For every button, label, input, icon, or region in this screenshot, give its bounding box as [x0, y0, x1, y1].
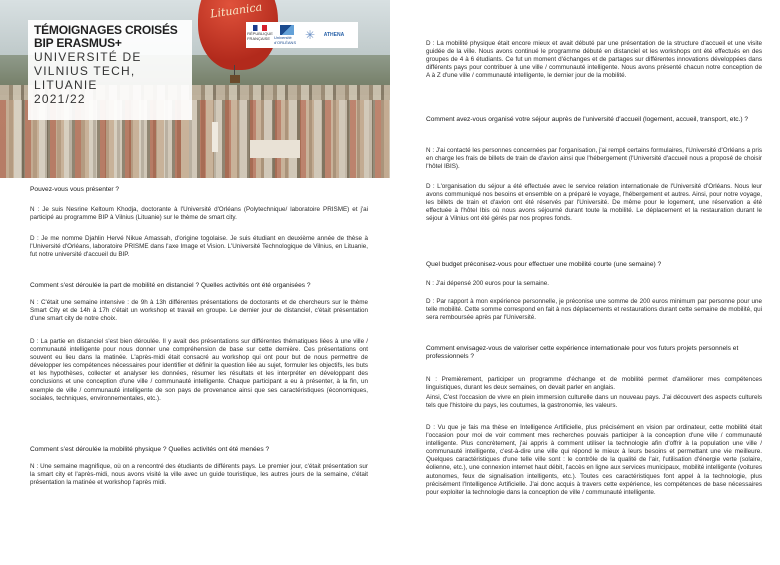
answer-n-valoriser-2: Ainsi, C'est l'occasion de vivre en plein immersion culturelle dans un nouveau pays. J'ai découvert des aspects culturels tels que l'histoire du pays, les coutumes, la gastronomie, les valeurs. [426, 394, 762, 410]
right-page [390, 0, 780, 565]
hero-building [250, 140, 300, 158]
universite-label: Université d'ORLÉANS [274, 35, 297, 45]
republique-label: RÉPUBLIQUE FRANÇAISE [247, 31, 273, 41]
title-line-2: BIP ERASMUS+ [34, 36, 122, 50]
title-line-5: LITUANIE [34, 78, 98, 92]
question-sejour: Comment avez-vous organisé votre séjour auprès de l'université d'accueil (logement, accueil, transport, etc.) ? [426, 116, 749, 123]
question-mobilite-physique: Comment s'est déroulée la mobilité physique ? Quelles activités ont été menées ? [30, 446, 270, 453]
question-budget: Quel budget préconisez-vous pour effectuer une mobilité courte (une semaine) ? [426, 261, 662, 268]
answer-n-valoriser: N : Premièrement, participer un programme d'échange et de mobilité permet d'améliorer mes compétences linguistiques, durant les deux semaines, on devait parler en anglais. [426, 376, 762, 392]
partner-logos [246, 22, 358, 48]
title-line-4: VILNIUS TECH, [34, 64, 136, 78]
answer-d-distanciel: D : La partie en distanciel s'est bien déroulée. Il y avait des présentations sur différentes thématiques liées à une ville / communauté intelligente pour nous donner une compréhension de base sur cette dernière. Ces présentations ont souvent eu lieu dans la matinée. L'après-midi était consacré au workshop qui ont pour but de nous permettre de développer les compétences nécessaires pour identifier et définir la question liée au sujet, formuler les objectifs, les buts et les hypothèses, collecter et analyser les données, résumer les résultats et les interpréter en développant des conclusions et une conception d'une ville / communauté intelligente. Chaque participant a eu à présenter, à la fin, un exemple de ville / communauté intelligente de son pays de provenance ainsi que ses caractéristiques (économiques, sociales, techniques, environnementales, etc.). [30, 338, 368, 402]
answer-d-budget: D : Par rapport à mon expérience personnelle, je préconise une somme de 200 euros minimum par personne pour une telle mobilité. Cette somme correspond en fait à nos déplacements et restaurations durant cette semaine de mobilité, qui sera remboursée après par l'Université. [426, 298, 763, 322]
answer-d-sejour: D : L'organisation du séjour a été effectuée avec le service relation internationale de l'Université d'Orléans. Nous leur avons communiqué nos besoins et ensemble on a préparé le voyage, l'hébergement et autres. Ainsi, pour notre voyage, les billets de train et d'avion ont été réservés par l'Université. De même pour le logement, une réservation a été effectuée à l'hôtel Ibis où nous avons séjourné durant toute la mobilité. Le déplacement et la restauration durant le séjour à Vilnius ont été gérés par nos propres fonds. [426, 183, 762, 223]
athena-logo [320, 25, 348, 45]
republique-francaise-logo [249, 25, 271, 45]
answer-n-distanciel: N : C'était une semaine intensive : de 9h à 13h différentes présentations de doctorants et de chercheurs sur le thème Smart City et de 14h à 17h c'était un workshop et travail en groupe. Le dernier jour de distanciel, c'était présentation d'une smart city de notre choix. [30, 299, 368, 323]
hero-church-tower [212, 122, 218, 152]
answer-d-mobilite-physique: D : La mobilité physique était encore mieux et avait débuté par une présentation de la structure d'accueil et une visite guidée de la ville. Nous avons continué le programme débuté en distanciel et les workshops ont été effectués en des groupes de 4 à 6 étudiants. Ce fut un moment d'échanges et de partages sur différentes innovations développées dans différents pays pour contribuer à une ville / communauté intelligente. Nous avons présenté chacun notre conception de A à Z d'une ville / communauté intelligente, le dernier jour de la mobilité. [426, 40, 762, 80]
title-box [28, 20, 192, 120]
balloon-basket [230, 75, 240, 83]
question-valoriser: Comment envisagez-vous de valoriser cette expérience internationale pour vos futurs projets personnels et professionnels ? [426, 345, 739, 361]
title-line-6: 2021/22 [34, 92, 86, 106]
answer-d-presentation: D : Je me nomme Djahlin Hervé Nikue Amassah, d'origine togolaise. Je suis étudiant en deuxième année de thèse à l'Université d'Orléans, laboratoire PRISME dans l'axe Image et Vision. L'Université Technologique de Vilnius, en Lituanie, fut notre université d'accueil du BIP. [30, 235, 368, 259]
athena-label: ATHENA [323, 31, 345, 38]
answer-n-mobilite-physique: N : Une semaine magnifique, où on a rencontré des étudiants de différents pays. Le premier jour, c'était présentation sur la smart city et l'après-midi, nous avons visité la ville avec un guide touristique, les autres jours de la semaine, c'était présentation la matinée et workshop l'après midi. [30, 463, 368, 487]
answer-n-sejour: N : J'ai contacté les personnes concernées par l'organisation, j'ai rempli certains formulaires, l'Université d'Orléans a pris en charge les frais de billets de train de d'avion ainsi que l'hébergement (l'Université d'accueil nous a proposé de choisir l'hôtel IBIS). [426, 147, 762, 171]
answer-n-presentation: N : Je suis Nesrine Keltoum Khodja, doctorante à l'Université d'Orléans (Polytechnique/ laboratoire PRISME) et j'ai participé au programme BIP à Vilnius (Lituanie) sur le thème de smart city. [30, 206, 368, 222]
title-line-1: TÉMOIGNAGES CROISÉS [34, 23, 178, 37]
balloon-lettering: Lituanica [209, 0, 263, 21]
question-presentation: Pouvez-vous vous présenter ? [30, 186, 120, 193]
answer-n-budget: N : J'ai dépensé 200 euros pour la semaine. [426, 280, 550, 287]
universite-mark-icon [280, 25, 294, 35]
title-line-3: UNIVERSITÉ DE [34, 50, 142, 64]
universite-orleans-logo [274, 25, 300, 45]
answer-d-valoriser: D : Vu que je fais ma thèse en Intelligence Artificielle, plus précisément en vision par ordinateur, cette mobilité était l'occasion pour moi de voir comment mes recherches pouvais participer à la conception d'une ville / communauté intelligente. Plus concrètement, j'ai appris à comment utiliser la technologie afin d'offrir à la population une ville / communauté intelligente, c'est-à-dire une ville qui répond le mieux à leurs besoins et permettant une vie meilleure. Quelques caractéristiques d'une telle ville sont : le contrôle de la qualité de l'air, l'utilisation d'énergie verte (solaire, éolienne, etc.), une connexion internet haut débit, l'accès en ligne aux services municipaux, mobilité intelligente (voitures autonomes, feux de signalisation intelligents, etc.). Toutes ces caractéristiques font appel à la technologie, plus précisément l'Intelligence Artificielle. J'ai donc acquis à travers cette expérience, les compétences de base nécessaires pour exploiter la technologie dans la conception de ville / communauté intelligente. [426, 424, 762, 496]
question-distanciel: Comment s'est déroulée la part de mobilité en distanciel ? Quelles activités ont été organisées ? [30, 282, 311, 289]
star-emblem-icon: ✳ [304, 27, 316, 42]
